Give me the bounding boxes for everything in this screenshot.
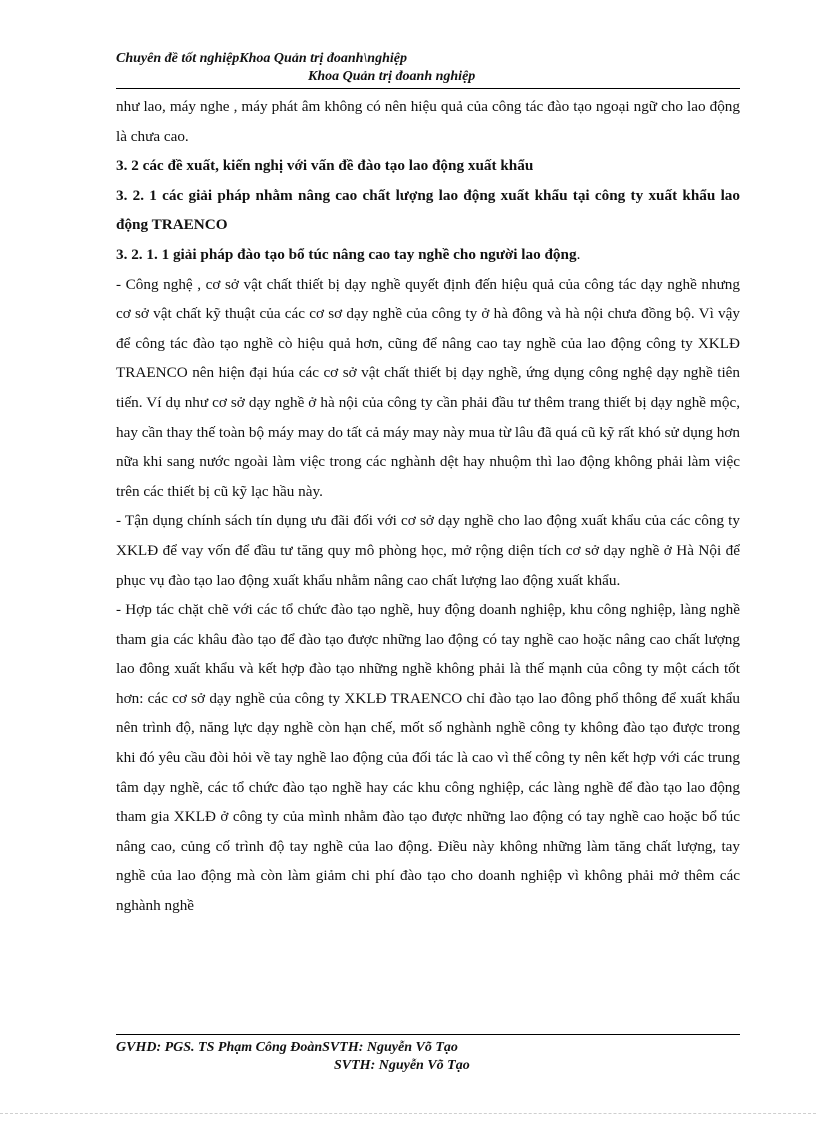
header-rule: [116, 88, 740, 89]
footer-line-1: GVHD: PGS. TS Phạm Công ĐoànSVTH: Nguyễn Võ Tạo: [116, 1040, 458, 1055]
page-header: [116, 50, 740, 86]
paragraph-intro: như lao, máy nghe , máy phát âm không có nên hiệu quả của công tác đào tạo ngoại ngữ cho lao động là chưa cao.: [116, 98, 740, 145]
paragraph-cooperation: - Hợp tác chặt chẽ với các tổ chức đào tạo nghề, huy động doanh nghiệp, khu công nghiệp, làng nghề tham gia các khâu đào tạo để đào tạo được những lao động có tay nghề cao hoặc nâng cao chất lượng lao đông xuất khẩu và kết hợp đào tạo những nghề không phải là thế mạnh của công ty một cách tốt hơn: các cơ sở dạy nghề của công ty XKLĐ TRAENCO chỉ đào tạo lao đông phổ thông để xuất khẩu nên trình độ, năng lực dạy nghề còn hạn chế, mốt số nghành nghề công ty không đào tạo được trong khi đó yêu cầu đòi hỏi về tay nghề lao động của đối tác là cao vì thế công ty nên kết hợp với các trung tâm dạy nghề, các tổ chức đào tạo nghề hay các khu công nghiệp, các làng nghề để đào tạo lao động tham gia XKLĐ ở công ty của mình nhằm đào tạo được những lao động có tay nghề cao hoặc bổ túc nâng cao, củng cố trình độ tay nghề của lao động. Điều này không những làm tăng chất lượng, tay nghề của lao động mà còn làm giảm chi phí đào tạo cho doanh nghiệp vì không phải mở thêm các nghành nghề: [116, 601, 740, 915]
header-line-2: Khoa Quản trị đoanh nghiệp: [308, 69, 476, 84]
footer-rule: [116, 1034, 740, 1035]
page-break-line: [0, 1113, 816, 1114]
heading-3-2-1-1-dot: .: [576, 245, 581, 263]
footer-line-2: SVTH: Nguyễn Võ Tạo: [334, 1058, 470, 1073]
heading-3-2-1-1: 3. 2. 1. 1 giải pháp đào tạo bổ túc nâng cao tay nghề cho người lao động: [116, 245, 577, 263]
header-line-1: Chuyên đề tốt nghiệpKhoa Quản trị đoanh\nghiệp: [116, 51, 407, 66]
page-footer: [116, 1039, 740, 1075]
heading-3-2-1-1-line: [116, 240, 740, 270]
paragraph-credit-policy: - Tận dụng chính sách tín dụng ưu đãi đối với cơ sở dạy nghề cho lao động xuất khẩu của các công ty XKLĐ để vay vốn để đầu tư tăng quy mô phòng học, mở rộng diện tích cơ sở dạy nghề ở Hà Nội để phục vụ đào tạo lao động xuất khẩu nhằm nâng cao chất lượng lao động xuất khẩu.: [116, 512, 740, 589]
document-body: [116, 92, 740, 921]
paragraph-technology: - Công nghệ , cơ sở vật chất thiết bị dạy nghề quyết định đến hiệu quả của công tác dạy nghề nhưng cơ sở vật chất kỹ thuật của các cơ sơ dạy nghề của công ty ở hà đông và hà nội chưa đồng bộ. Vì vậy để công tác đào tạo nghề cò hiệu quả hơn, cũng để nâng cao tay nghề của lao động công ty XKLĐ TRAENCO nên hiện đại húa các cơ sở vật chất thiết bị dạy nghề, ứng dụng công nghệ dạy nghề tiên tiến. Ví dụ như cơ sở dạy nghề ở hà nội của công ty cần phải đầu tư thêm trang thiết bị dạy nghề mộc, hay cần thay thế toàn bộ máy may do tất cả máy may này mua từ lâu đã quá cũ kỹ rất khó sử dụng hơn nữa khi sang nước ngoài làm việc trong các nghành dệt hay nhuộm thì lao động không phải làm việc trên các thiết bị cũ kỹ lạc hầu này.: [116, 275, 740, 500]
heading-3-2-1: 3. 2. 1 các giải pháp nhằm nâng cao chất lượng lao động xuất khẩu tại công ty xuất khẩu lao động TRAENCO: [116, 186, 740, 234]
heading-3-2: 3. 2 các đề xuất, kiến nghị với vấn đề đào tạo lao động xuất khẩu: [116, 157, 534, 175]
